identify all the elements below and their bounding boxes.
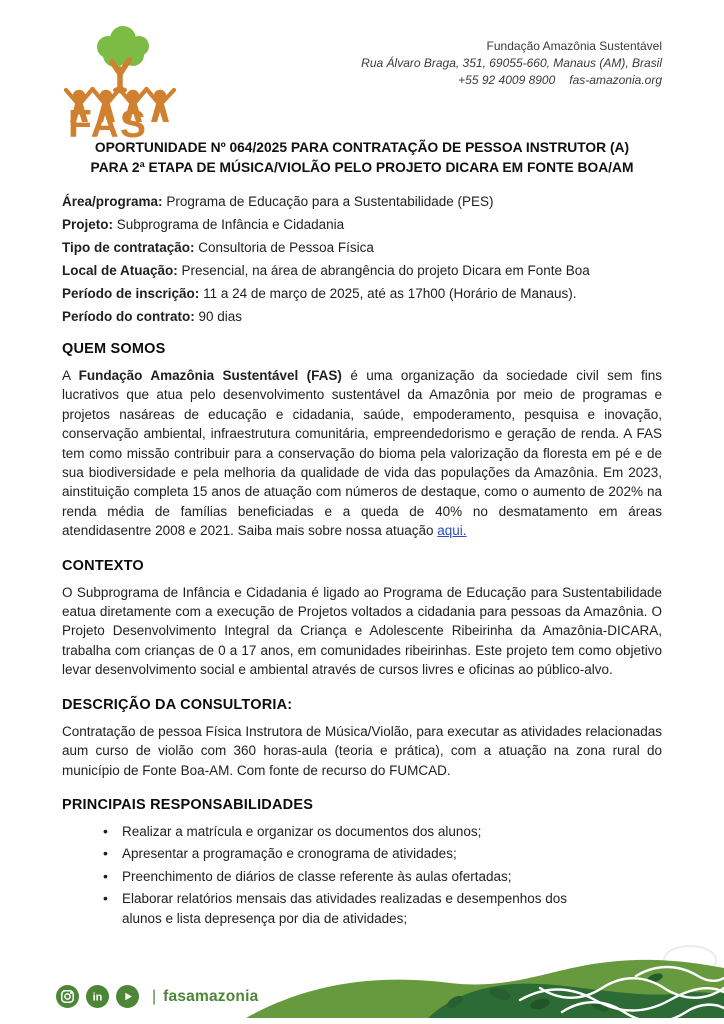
list-item: • Elaborar relatórios mensais das atividades realizadas e desempenhos dos alunos e lista depresença por dia de atividades; (103, 889, 608, 928)
fas-tree-people-logo-icon (56, 24, 186, 138)
list-item: • Realizar a matrícula e organizar os documentos dos alunos; (103, 822, 608, 841)
instagram-icon[interactable] (56, 985, 79, 1008)
contact-info (361, 38, 662, 89)
section-heading-contexto: CONTEXTO (62, 557, 144, 574)
descricao-paragraph: Contratação de pessoa Física Instrutora de Música/Violão, para executar as atividades relacionadas aum curso de violão com 360 horas-aula (teoria e prática), com a atuação na zona rural do município de Fonte Boa-AM. Com fonte de recurso do FUMCAD. (62, 723, 662, 778)
svg-text:in: in (92, 991, 103, 1004)
org-name: Fundação Amazônia Sustentável (486, 39, 662, 53)
org-name-bold: Fundação Amazônia Sustentável (FAS) (78, 368, 342, 383)
section-responsabilidades (62, 797, 662, 928)
title-line-1: OPORTUNIDADE Nº 064/2025 PARA CONTRATAÇÃO DE PESSOA INSTRUTOR (A) (94, 140, 630, 155)
document-title (62, 138, 662, 178)
section-heading-responsabilidades: PRINCIPAIS RESPONSABILIDADES (62, 796, 314, 813)
green-hills-decoration (0, 938, 724, 1024)
social-separator: | (152, 987, 157, 1005)
document-header (56, 24, 662, 138)
fas-logo (56, 24, 186, 138)
title-line-2: PARA 2ª ETAPA DE MÚSICA/VIOLÃO PELO PROJETO DICARA EM FONTE BOA/AM (90, 160, 634, 175)
org-address: Rua Álvaro Braga, 351, 69055-660, Manaus (AM), Brasil (361, 56, 662, 70)
section-heading-descricao: DESCRIÇÃO DA CONSULTORIA: (62, 696, 293, 713)
list-item: • Apresentar a programação e cronograma de atividades; (103, 844, 608, 863)
youtube-icon[interactable] (116, 985, 139, 1008)
section-heading-quem-somos: QUEM SOMOS (62, 341, 166, 357)
social-handle[interactable]: fasamazonia (163, 987, 259, 1005)
org-website-link[interactable]: fas-amazonia.org (569, 73, 662, 87)
org-phone: +55 92 4009 8900 (458, 73, 556, 87)
svg-text:FAS: FAS (68, 103, 147, 138)
aqui-link[interactable]: aqui. (437, 523, 467, 539)
field-periodo-inscricao: Período de inscrição: 11 a 24 de março de 2025, até as 17h00 (Horário de Manaus). (62, 286, 577, 301)
section-descricao-consultoria (62, 697, 662, 780)
contexto-paragraph: O Subprograma de Infância e Cidadania é ligado ao Programa de Educação para Sustentabilidade eatua diretamente com a execução de Projetos voltados a cidadania para pessoas da Amazônia. O Projeto Desenvolvimento Integral da Criança e Adolescente Ribeirinha da Amazônia-DICARA, trabalha com crianças de 0 a 17 anos, em comunidades ribeirinhas. Este projeto tem como objetivo levar desenvolvimento social e ambiental através de cursos livres e oficinas ao público-alvo. (62, 584, 662, 678)
responsibilities-list (103, 822, 662, 928)
field-projeto: Projeto: Subprograma de Infância e Cidadania (62, 217, 345, 232)
field-area-programa: Área/programa: Programa de Educação para a Sustentabilidade (PES) (62, 194, 494, 209)
list-item: • Preenchimento de diários de classe referente às aulas ofertadas; (103, 867, 608, 886)
field-local-atuacao: Local de Atuação: Presencial, na área de abrangência do projeto Dicara em Fonte Boa (62, 263, 590, 278)
quem-somos-paragraph: A Fundação Amazônia Sustentável (FAS) é uma organização da sociedade civil sem fins lucrativos que atua pelo desenvolvimento sustentável da Amazônia por meio de programas e projetos nasáreas de educação e cidadania, saúde, empoderamento, pesquisa e inovação, conservação ambiental, infraestrutura comunitária, empreendedorismo e geração de renda. A FAS tem como missão contribuir para a conservação do bioma pela valorização da floresta em pé e de sua biodiversidade e pela melhoria da qualidade de vida das populações da Amazônia. Em 2023, ainstituição completa 15 anos de atuação com números de destaque, como o aumento de 202% na renda média de famílias beneficiadas e a queda de 40% no desmatamento em áreas atendidasentre 2008 e 2021. Saiba mais sobre nossa atuação aqui. (62, 368, 663, 539)
linkedin-icon[interactable] (86, 985, 109, 1008)
field-periodo-contrato: Período do contrato: 90 dias (62, 309, 243, 324)
social-links (56, 985, 258, 1008)
document-body (62, 138, 662, 931)
section-quem-somos (62, 341, 662, 541)
summary-fields (62, 195, 662, 324)
field-tipo-contratacao: Tipo de contratação: Consultoria de Pessoa Física (62, 240, 374, 255)
section-contexto (62, 558, 662, 680)
document-footer (0, 938, 724, 1024)
